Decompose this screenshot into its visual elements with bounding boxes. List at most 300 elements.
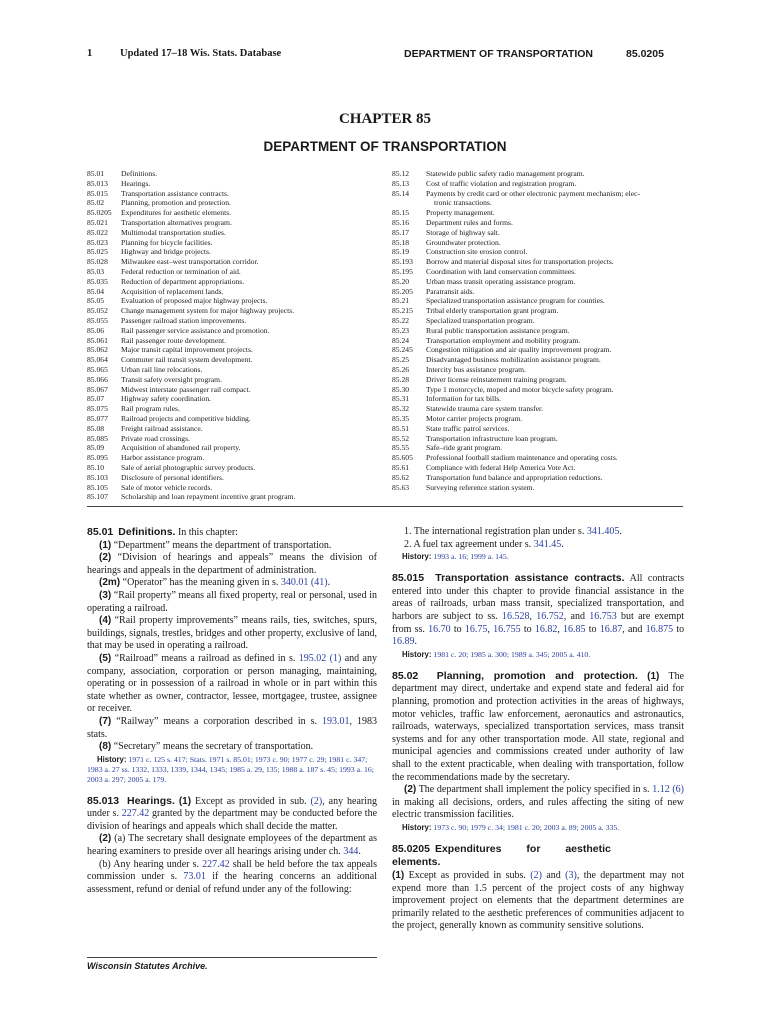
statute-link[interactable]: 340.01 (41): [280, 577, 328, 589]
statute-link[interactable]: 16.75: [464, 623, 488, 635]
toc-section-title: Private road crossings.: [121, 433, 190, 443]
toc-entry[interactable]: [392, 169, 692, 179]
toc-entry[interactable]: [392, 443, 692, 453]
section-85-015: [392, 572, 684, 649]
toc-entry[interactable]: [87, 492, 377, 502]
toc-section-number: 85.14: [392, 188, 410, 198]
subsection-text: , 1983 stats.: [87, 715, 377, 740]
toc-section-title: Acquisition of abandoned rail property.: [121, 443, 241, 453]
toc-section-number: 85.04: [87, 286, 105, 296]
toc-entry[interactable]: [87, 434, 377, 444]
toc-section-title: State traffic patrol services.: [426, 423, 510, 433]
footer-archive-label: Wisconsin Statutes Archive.: [87, 957, 377, 971]
toc-entry[interactable]: [87, 345, 377, 355]
toc-section-number: 85.06: [87, 325, 105, 335]
toc-section-number: 85.015: [87, 188, 108, 198]
toc-section-title: Planning for bicycle facilities.: [121, 237, 213, 247]
toc-entry[interactable]: [392, 326, 692, 336]
toc-section-number: 85.17: [392, 227, 410, 237]
toc-section-title: Rail program rules.: [121, 404, 180, 414]
toc-section-title: Professional football stadium maintenance and operating costs.: [426, 453, 618, 463]
subsection-text: “Secretary” means the secretary of transportation.: [113, 741, 314, 753]
toc-section-number: 85.052: [87, 306, 108, 316]
subdivision-text: .: [561, 538, 564, 550]
toc-entry[interactable]: [392, 296, 692, 306]
toc-entry[interactable]: [87, 326, 377, 336]
toc-entry[interactable]: [392, 385, 692, 395]
toc-entry[interactable]: [87, 218, 377, 228]
toc-entry[interactable]: [87, 424, 377, 434]
subsection-text: and: [546, 870, 561, 882]
toc-divider: [87, 506, 683, 507]
toc-section-number: 85.013: [87, 178, 108, 188]
toc-entry[interactable]: [87, 375, 377, 385]
toc-entry[interactable]: [87, 414, 377, 424]
section-text: In this chapter:: [177, 527, 238, 538]
toc-section-number: 85.13: [392, 178, 410, 188]
toc-entry[interactable]: [392, 345, 692, 355]
statute-link[interactable]: 227.42: [121, 808, 150, 820]
toc-entry[interactable]: [392, 257, 692, 267]
section-text: to: [523, 623, 532, 635]
toc-section-title: tronic transactions.: [434, 198, 492, 208]
chapter-title: DEPARTMENT OF TRANSPORTATION: [263, 139, 507, 154]
toc-entry[interactable]: [392, 453, 692, 463]
toc-section-title: Transportation infrastructure loan program.: [426, 433, 558, 443]
toc-section-number: 85.61: [392, 462, 410, 472]
toc-entry[interactable]: [87, 169, 377, 179]
toc-entry[interactable]: [392, 238, 692, 248]
toc-section-number: 85.09: [87, 443, 105, 453]
toc-section-title: Statewide public safety radio management program.: [426, 169, 585, 178]
toc-left-column: [87, 169, 377, 502]
toc-section-number: 85.05: [87, 296, 105, 306]
toc-section-title: Harbor assistance program.: [121, 453, 205, 463]
toc-section-number: 85.24: [392, 335, 410, 345]
subsection-text: “Rail property” means all fixed property, real or personal, used in operating a railroad.: [87, 589, 378, 614]
toc-entry[interactable]: [87, 355, 377, 365]
toc-section-title: Disclosure of personal identifiers.: [121, 472, 224, 482]
page-number: 1: [87, 48, 93, 59]
toc-section-number: 85.12: [392, 169, 410, 178]
toc-section-number: 85.23: [392, 325, 410, 335]
toc-entry[interactable]: [392, 218, 692, 228]
toc-entry[interactable]: [392, 306, 692, 316]
toc-section-title: Safe–ride grant program.: [426, 443, 503, 453]
statute-link[interactable]: 195.02 (1): [298, 652, 342, 664]
toc-section-number: 85.51: [392, 423, 410, 433]
subsection-text: “Department” means the department of transportation.: [113, 539, 332, 551]
section-text: but are exempt from ss.: [392, 610, 685, 635]
toc-section-number: 85.205: [392, 286, 413, 296]
toc-entry[interactable]: [392, 189, 692, 199]
toc-section-number: 85.062: [87, 345, 108, 355]
statute-link[interactable]: 16.85: [563, 623, 586, 635]
toc-entry[interactable]: [392, 179, 692, 189]
toc-section-number: 85.066: [87, 374, 108, 384]
statute-link[interactable]: 1.12 (6): [652, 784, 684, 796]
toc-entry[interactable]: [87, 296, 377, 306]
toc-section-title: Transportation alternatives program.: [121, 217, 232, 227]
toc-section-number: 85.105: [87, 482, 108, 492]
toc-section-number: 85.01: [87, 169, 105, 178]
section-text: , and: [622, 623, 643, 635]
toc-section-title: Evaluation of proposed major highway projects.: [121, 296, 268, 306]
toc-section-number: 85.064: [87, 355, 108, 365]
toc-section-number: 85.02: [87, 198, 105, 208]
toc-section-number: 85.20: [392, 276, 410, 286]
toc-section-title: Storage of highway salt.: [426, 227, 500, 237]
toc-entry[interactable]: [392, 316, 692, 326]
header-section: 85.0205: [626, 48, 664, 60]
statute-link[interactable]: 16.82: [534, 623, 558, 635]
toc-section-title: Rail passenger route development.: [121, 335, 227, 345]
chapter-label: CHAPTER 85: [338, 111, 432, 127]
section-85-02: [392, 670, 684, 784]
toc-entry[interactable]: [87, 404, 377, 414]
subsection-number: (2): [404, 784, 417, 796]
toc-section-title: Intercity bus assistance program.: [426, 364, 526, 374]
subsection-number: (7): [99, 715, 112, 727]
toc-entry[interactable]: [392, 287, 692, 297]
subsection-text: (a) The secretary shall designate employees of the department as hearing examiners to preside over all hearings arising under ch.: [87, 833, 377, 858]
toc-section-title: Specialized transportation program.: [426, 315, 535, 325]
subsection-text: “Division of hearings and appeals” means the division of hearings and appeals in the department of administration.: [87, 552, 377, 576]
toc-section-number: 85.075: [87, 404, 108, 414]
section-text: to: [453, 623, 462, 635]
subsection-text: if the hearing concerns an additional assessment, refund or denial of refund under any of the following:: [87, 871, 378, 895]
toc-section-number: 85.16: [392, 217, 410, 227]
history-links[interactable]: 1973 c. 90; 1979 c. 34; 1981 c. 20; 2003 a. 89; 2005 a. 335.: [433, 822, 620, 832]
toc-entry[interactable]: [87, 208, 377, 218]
statute-link[interactable]: 341.405: [586, 526, 620, 537]
toc-section-number: 85.22: [392, 315, 410, 325]
toc-entry[interactable]: [87, 473, 377, 483]
section-number: 85.0205: [392, 842, 430, 855]
toc-section-number: 85.055: [87, 315, 108, 325]
toc-section-title: Highway safety coordination.: [121, 394, 212, 404]
subsection-number: (2): [99, 833, 112, 845]
history-note: [87, 755, 377, 785]
toc-section-title: Sale of aerial photographic survey products.: [121, 462, 256, 472]
toc-section-number: 85.095: [87, 453, 108, 463]
toc-section-title: Urban rail line relocations.: [121, 364, 203, 374]
toc-section-number: 85.061: [87, 335, 108, 345]
toc-section-number: 85.025: [87, 247, 108, 257]
statute-link[interactable]: 344: [343, 846, 359, 858]
toc-section-number: 85.022: [87, 227, 108, 237]
toc-section-number: 85.10: [87, 462, 105, 472]
toc-section-title: Hearings.: [121, 178, 151, 188]
toc-section-title: Driver license reinstatement training program.: [426, 374, 567, 384]
section-text: to: [676, 623, 685, 635]
toc-section-title: Milwaukee east–west transportation corridor.: [121, 257, 259, 267]
subsection-text: Except as provided in subs.: [408, 870, 526, 882]
toc-entry[interactable]: [87, 336, 377, 346]
toc-section-number: 85.103: [87, 472, 108, 482]
section-heading: Hearings.: [127, 794, 175, 807]
toc-section-number: 85.067: [87, 384, 108, 394]
section-text: All contracts entered into under this chapter to provide financial assistance in the areas of railroads, urban mass transit, specialized transportation, and harbors are subject to ss.: [392, 573, 685, 622]
section-heading: Expenditures for aesthetic elements.: [392, 842, 611, 869]
toc-entry[interactable]: [392, 355, 692, 365]
toc-entry[interactable]: [392, 473, 692, 483]
toc-section-title: Planning, promotion and protection.: [121, 198, 231, 208]
toc-section-title: Expenditures for aesthetic elements.: [121, 208, 232, 218]
toc-section-number: 85.62: [392, 472, 410, 482]
statute-link[interactable]: (2): [530, 870, 542, 882]
toc-section-title: Cost of traffic violation and registration program.: [426, 178, 577, 188]
toc-section-title: Transit safety oversight program.: [121, 374, 222, 384]
toc-section-number: 85.55: [392, 443, 410, 453]
toc-section-title: Construction site erosion control.: [426, 247, 528, 257]
subsection-text: Except as provided in sub.: [195, 795, 307, 807]
subsection-text: shall be held before the tax appeals commission under s.: [87, 858, 378, 883]
history-links[interactable]: 1993 a. 16; 1999 a. 145.: [433, 552, 509, 562]
toc-section-number: 85.52: [392, 433, 410, 443]
toc-entry[interactable]: [87, 247, 377, 257]
toc-section-title: Rural public transportation assistance program.: [426, 325, 570, 335]
toc-section-title: Definitions.: [121, 169, 158, 178]
subsection-number: (1): [392, 870, 405, 882]
toc-entry[interactable]: [392, 375, 692, 385]
toc-entry[interactable]: [87, 365, 377, 375]
toc-entry[interactable]: [392, 336, 692, 346]
toc-section-title: Multimodal transportation studies.: [121, 227, 226, 237]
section-heading: Definitions.: [118, 526, 176, 538]
toc-section-title: Specialized transportation assistance program for counties.: [426, 296, 605, 306]
toc-section-number: 85.07: [87, 394, 105, 404]
toc-section-title: Midwest interstate passenger rail compact.: [121, 384, 251, 394]
toc-entry[interactable]: [87, 198, 377, 208]
header-department: DEPARTMENT OF TRANSPORTATION: [404, 48, 593, 60]
toc-entry[interactable]: [392, 277, 692, 287]
statute-link[interactable]: 341.45: [533, 538, 562, 550]
toc-section-title: Congestion mitigation and air quality improvement program.: [426, 345, 612, 355]
statute-link[interactable]: 227.42: [202, 858, 230, 870]
subsection-text: , the department may not expend more than 1.5 percent of the project costs of any highway improvement project on elements that the department determines are primarily related to the aesthetic preferences of communities adjacent to the project, generally known as community sensitive solutions.: [392, 870, 685, 932]
running-header: [0, 48, 770, 68]
toc-entry[interactable]: [392, 365, 692, 375]
toc-section-number: 85.195: [392, 266, 413, 276]
toc-section-number: [392, 198, 426, 208]
toc-section-number: 85.32: [392, 404, 410, 414]
subsection-text: in making all decisions, orders, and rules affecting the siting of new electric transmission facilities.: [392, 796, 684, 821]
subsection-number: (8): [99, 741, 112, 753]
toc-section-number: 85.63: [392, 482, 410, 492]
toc-entry[interactable]: [87, 463, 377, 473]
toc-section-title: Transportation employment and mobility program.: [426, 335, 581, 345]
statute-link[interactable]: 16.89: [392, 636, 415, 648]
toc-section-number: 85.107: [87, 492, 108, 502]
toc-entry[interactable]: [87, 443, 377, 453]
toc-section-number: 85.193: [392, 257, 413, 267]
toc-section-number: 85.605: [392, 453, 413, 463]
toc-section-title: Paratransit aids.: [426, 286, 475, 296]
toc-section-title: Groundwater protection.: [426, 237, 501, 247]
body-right-column: [392, 526, 684, 933]
toc-entry[interactable]: [87, 277, 377, 287]
toc-entry[interactable]: [392, 434, 692, 444]
toc-entry[interactable]: [392, 208, 692, 218]
statute-link[interactable]: (2): [310, 795, 323, 807]
subdivision-text: .: [619, 526, 622, 537]
statute-link[interactable]: 16.755: [493, 623, 521, 635]
subsection-text: “Railway” means a corporation described in s.: [116, 715, 317, 727]
history-note: [392, 823, 684, 833]
subsection-number: (5): [99, 652, 112, 664]
toc-section-title: Tribal elderly transportation grant program.: [426, 306, 559, 316]
subdivision-text: 1. The international registration plan under s.: [404, 526, 585, 537]
toc-section-number: 85.065: [87, 364, 108, 374]
subdivision-text: 2. A fuel tax agreement under s.: [404, 538, 532, 550]
subsection-number: (1): [99, 539, 112, 551]
toc-section-number: 85.215: [392, 306, 413, 316]
section-85-0205: [392, 843, 684, 870]
section-text: ,: [557, 623, 560, 635]
toc-entry[interactable]: [87, 189, 377, 199]
toc-entry[interactable]: [87, 179, 377, 189]
toc-entry[interactable]: [392, 483, 692, 493]
statute-link[interactable]: 73.01: [183, 871, 206, 883]
subsection-number: (3): [99, 589, 112, 601]
toc-section-title: Passenger railroad station improvements.: [121, 315, 247, 325]
subsection-text: The department may direct, undertake and expend state and federal aid for planning, promotion and protection activities in the areas of highways, motor vehicles, traffic law enforcement, aeronautics and astronautics, railroads, waterways, specialized transportation services, mass transit systems and for any other transportation mode. All state, regional and municipal agencies and commissions created under authority of law shall to the extent practicable, when dealing with transportation, follow the recommendations made by the secretary.: [392, 670, 685, 783]
toc-section-title: Department rules and forms.: [426, 217, 513, 227]
toc-entry[interactable]: [392, 404, 692, 414]
toc-section-number: 85.245: [392, 345, 413, 355]
toc-section-title: Coordination with land conservation committees.: [426, 266, 576, 276]
toc-entry[interactable]: [392, 424, 692, 434]
toc-section-title: Major transit capital improvement projects.: [121, 345, 253, 355]
section-text: .: [414, 636, 417, 648]
body-left-column: 85.01 Definitions. In this chapter: (1) “Department” means the department of transportation. (2) “Division of hearings and appeals” means the division of hearings and appeals in the department of administration. (2m) “Operator” has the meaning given in s. 340.01 (41). (3) “Rail property” means all fixed property, real or personal, used in operating a railroad. (4) “Rail property improvements” means rails, ties, switches, spurs, buildings, signals, trestles, bridges and other property, exclusive of land, that may be used in operating a railroad. (5) “Railroad” means a railroad as defined in s. 195.02 (1) and any company, association, corporation or person managing, maintaining, operating or in possession of a railroad in whole or in part within this state whether as owner, contractor, lessee, mortgagee, trustee, assignee or receiver. (7) “Railway” means a corporation described in s. 193.01, 1983 stats. (8) “Secretary” means the secretary of transportation. History: 1971 c. 125 s. 417; Stats. 1971 s. 85.01; 1973 c. 90; 1977 c. 29; 1981 c. 347; 1983 a. 27 ss. 1332, 1333, 1339, 1344, 1345; 1985 a. 29, 135; 1988 a. 187 s. 45; 1993 a. 16; 2003 a. 297; 2005 a. 179. 85.013 Hearings. (1) Except as provided in sub. (2), any hearing under s. 227.42 granted by the department may be conducted before the division of hearings and appeals which shall decide the matter. (2) (a) The secretary shall designate employees of the department as hearing examiners to preside over all hearings arising under ch. 344. (b) Any hearing under s. 227.42 shall be held before the tax appeals commission under s. 73.01 if the hearing concerns an additional assessment, refund or denial of refund under any of the following:: [87, 526, 378, 895]
section-85-013: [87, 795, 377, 834]
toc-entry[interactable]: [87, 453, 377, 463]
toc-section-title: Urban mass transit operating assistance program.: [426, 276, 576, 286]
toc-entry[interactable]: [392, 463, 692, 473]
statute-link[interactable]: 16.752: [536, 610, 564, 622]
toc-section-number: 85.31: [392, 394, 410, 404]
section-text: ,: [529, 610, 532, 622]
toc-entry[interactable]: [87, 316, 377, 326]
toc-section-number: 85.35: [392, 413, 410, 423]
toc-entry[interactable]: [392, 198, 692, 208]
toc-entry[interactable]: [87, 238, 377, 248]
subsection-text: “Operator” has the meaning given in s.: [122, 577, 279, 589]
toc-entry[interactable]: [87, 257, 377, 267]
toc-section-title: Transportation fund balance and appropriation reductions.: [426, 472, 603, 482]
toc-entry[interactable]: [392, 247, 692, 257]
toc-section-number: 85.15: [392, 208, 410, 218]
statute-link[interactable]: (3): [565, 870, 577, 882]
toc-entry[interactable]: [392, 414, 692, 424]
toc-entry[interactable]: [87, 287, 377, 297]
history-label: History:: [402, 552, 432, 562]
toc-entry[interactable]: [87, 228, 377, 238]
toc-section-title: Motor carrier projects program.: [426, 413, 523, 423]
section-number: 85.015: [392, 572, 425, 585]
toc-section-title: Scholarship and loan repayment incentive grant program.: [121, 492, 296, 502]
toc-entry[interactable]: [392, 394, 692, 404]
history-label: History:: [402, 822, 432, 832]
toc-section-title: Reduction of department appropriations.: [121, 276, 245, 286]
statute-link[interactable]: 16.528: [501, 610, 530, 622]
toc-section-number: 85.028: [87, 257, 108, 267]
statute-link[interactable]: 193.01: [322, 715, 350, 727]
section-number: 85.01: [87, 526, 114, 538]
subsection-text: , any hearing under s.: [87, 795, 378, 820]
section-text: ,: [487, 623, 490, 635]
toc-entry[interactable]: [392, 267, 692, 277]
toc-entry[interactable]: [87, 385, 377, 395]
toc-section-number: 85.077: [87, 413, 108, 423]
toc-section-number: 85.021: [87, 217, 108, 227]
subsection-text: The department shall implement the policy specified in s.: [418, 784, 650, 796]
toc-section-number: 85.19: [392, 247, 410, 257]
toc-section-title: Acquisition of replacement lands.: [121, 286, 224, 296]
history-links[interactable]: 1981 c. 20; 1985 a. 300; 1989 a. 345; 2005 a. 410.: [433, 649, 591, 659]
toc-section-number: 85.08: [87, 423, 105, 433]
section-heading: Planning, promotion and protection.: [436, 669, 638, 682]
section-text: to: [588, 623, 597, 635]
toc-entry[interactable]: [87, 306, 377, 316]
section-text: , and: [563, 610, 585, 622]
subsection-text: and any company, association, corporation or person managing, maintaining, operating or in possession of a railroad in whole or in part within this state whether as owner, contractor, lessee, mortgagee, trustee, assignee or receiver.: [87, 652, 377, 715]
history-label: History:: [97, 754, 127, 764]
toc-entry[interactable]: [392, 228, 692, 238]
subsection-number: (4): [99, 615, 112, 627]
toc-section-title: Railroad projects and competitive bidding.: [121, 413, 251, 423]
history-label: History:: [402, 649, 432, 659]
subsection-number: (1): [178, 795, 192, 807]
toc-section-title: Surveying reference station system.: [426, 482, 535, 492]
toc-section-title: Commuter rail transit system development.: [121, 355, 253, 365]
subsection-text: granted by the department may be conducted before the division of hearings and appeals which shall decide the matter.: [87, 808, 378, 832]
statute-link[interactable]: 16.753: [589, 610, 617, 622]
history-note: [392, 552, 684, 562]
toc-section-title: Payments by credit card or other electronic payment mechanism; elec-: [426, 188, 641, 198]
subsection-text: “Rail property improvements” means rails, ties, switches, spurs, buildings, signals, trestles, bridges and other property, exclusive of land, that may be used in operating a railroad.: [87, 615, 377, 652]
section-heading: Transportation assistance contracts.: [435, 572, 625, 585]
toc-section-title: Transportation assistance contracts.: [121, 188, 229, 198]
toc-section-title: Federal reduction or termination of aid.: [121, 266, 241, 276]
toc-entry[interactable]: [87, 483, 377, 493]
history-note: [392, 650, 684, 660]
statute-link[interactable]: 16.87: [599, 623, 623, 635]
toc-section-number: 85.26: [392, 364, 410, 374]
toc-right-column: [392, 169, 692, 492]
toc-entry[interactable]: [87, 394, 377, 404]
database-label: Updated 17–18 Wis. Stats. Database: [120, 48, 282, 59]
toc-section-title: Sale of motor vehicle records.: [121, 482, 213, 492]
toc-section-title: Compliance with federal Help America Vote Act.: [426, 462, 576, 472]
toc-section-title: Disadvantaged business mobilization assistance program.: [426, 355, 601, 365]
toc-section-number: 85.21: [392, 296, 410, 306]
statute-link[interactable]: 16.875: [645, 623, 674, 635]
toc-section-title: Property management.: [426, 208, 495, 218]
toc-entry[interactable]: [87, 267, 377, 277]
toc-section-number: 85.023: [87, 237, 108, 247]
toc-section-number: 85.18: [392, 237, 410, 247]
subsection-text: .: [358, 846, 361, 858]
statute-link[interactable]: 16.70: [428, 623, 451, 635]
toc-section-title: Freight railroad assistance.: [121, 423, 203, 433]
history-links[interactable]: 1971 c. 125 s. 417; Stats. 1971 s. 85.01; 1973 c. 90; 1977 c. 29; 1981 c. 347; 1983 a. 27 ss. 1332, 1333, 1339, 1344, 1345; 1985 a. 29, 135; 1988 a. 187 s. 45; 1993 a. 16; 2003 a. 297; 2005 a. 179.: [87, 754, 374, 784]
toc-section-title: Rail passenger service assistance and promotion.: [121, 325, 270, 335]
toc-section-number: 85.25: [392, 355, 410, 365]
section-85-01: [87, 526, 377, 540]
